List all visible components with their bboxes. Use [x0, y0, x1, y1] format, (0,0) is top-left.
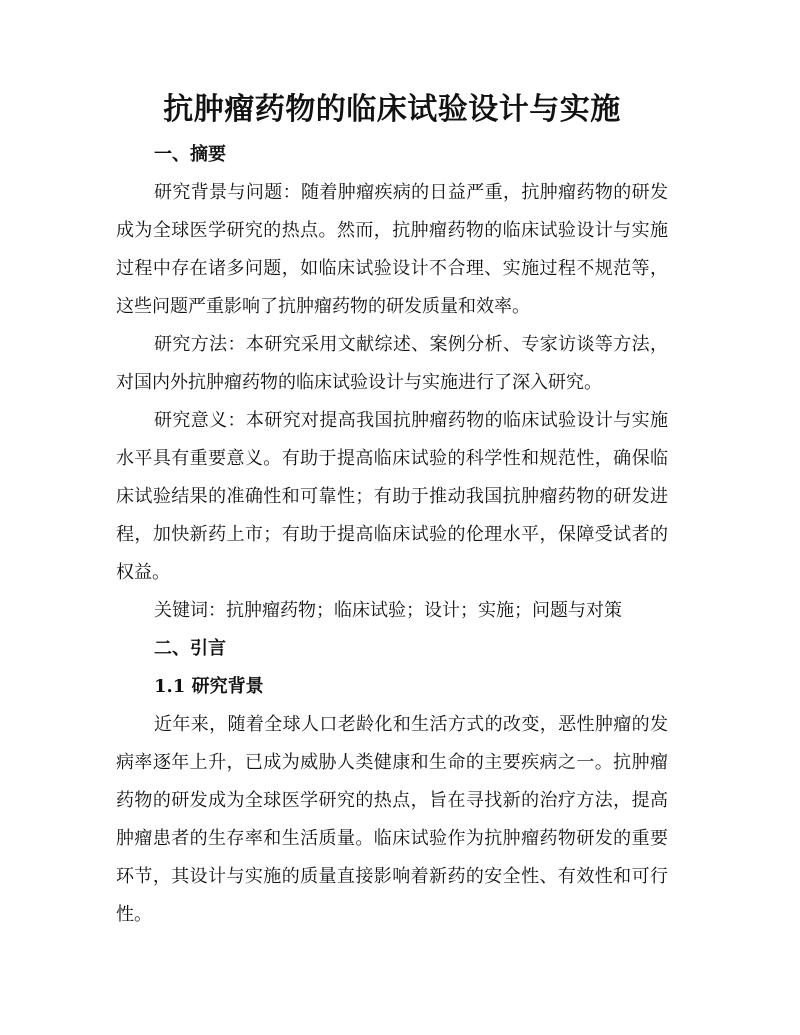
keywords-line: 关键词：抗肿瘤药物；临床试验；设计；实施；问题与对策 — [154, 600, 622, 621]
abstract-section — [116, 136, 668, 630]
abstract-methods-paragraph: 研究方法：本研究采用文献综述、案例分析、专家访谈等方法，对国内外抗肿瘤药物的临床试验设计与实施进行了深入研究。 — [116, 334, 668, 393]
abstract-heading: 一、摘要 — [154, 144, 226, 165]
abstract-significance-paragraph: 研究意义：本研究对提高我国抗肿瘤药物的临床试验设计与实施水平具有重要意义。有助于提高临床试验的科学性和规范性，确保临床试验结果的准确性和可靠性；有助于推动我国抗肿瘤药物的研发进程，加快新药上市；有助于提高临床试验的伦理水平，保障受试者的权益。 — [116, 410, 668, 583]
abstract-background-paragraph: 研究背景与问题：随着肿瘤疾病的日益严重，抗肿瘤药物的研发成为全球医学研究的热点。然而，抗肿瘤药物的临床试验设计与实施过程中存在诸多问题，如临床试验设计不合理、实施过程不规范等，这些问题严重影响了抗肿瘤药物的研发质量和效率。 — [116, 182, 668, 317]
research-background-subheading: 1.1 研究背景 — [154, 676, 264, 697]
document-page — [116, 88, 668, 934]
title-block — [116, 88, 668, 132]
document-title: 抗肿瘤药物的临床试验设计与实施 — [163, 92, 621, 127]
introduction-heading: 二、引言 — [154, 638, 226, 659]
introduction-section — [116, 630, 668, 934]
research-background-paragraph: 近年来，随着全球人口老龄化和生活方式的改变，恶性肿瘤的发病率逐年上升，已成为威胁人类健康和生命的主要疾病之一。抗肿瘤药物的研发成为全球医学研究的热点，旨在寻找新的治疗方法，提高肿瘤患者的生存率和生活质量。临床试验作为抗肿瘤药物研发的重要环节，其设计与实施的质量直接影响着新药的安全性、有效性和可行性。 — [116, 714, 668, 925]
